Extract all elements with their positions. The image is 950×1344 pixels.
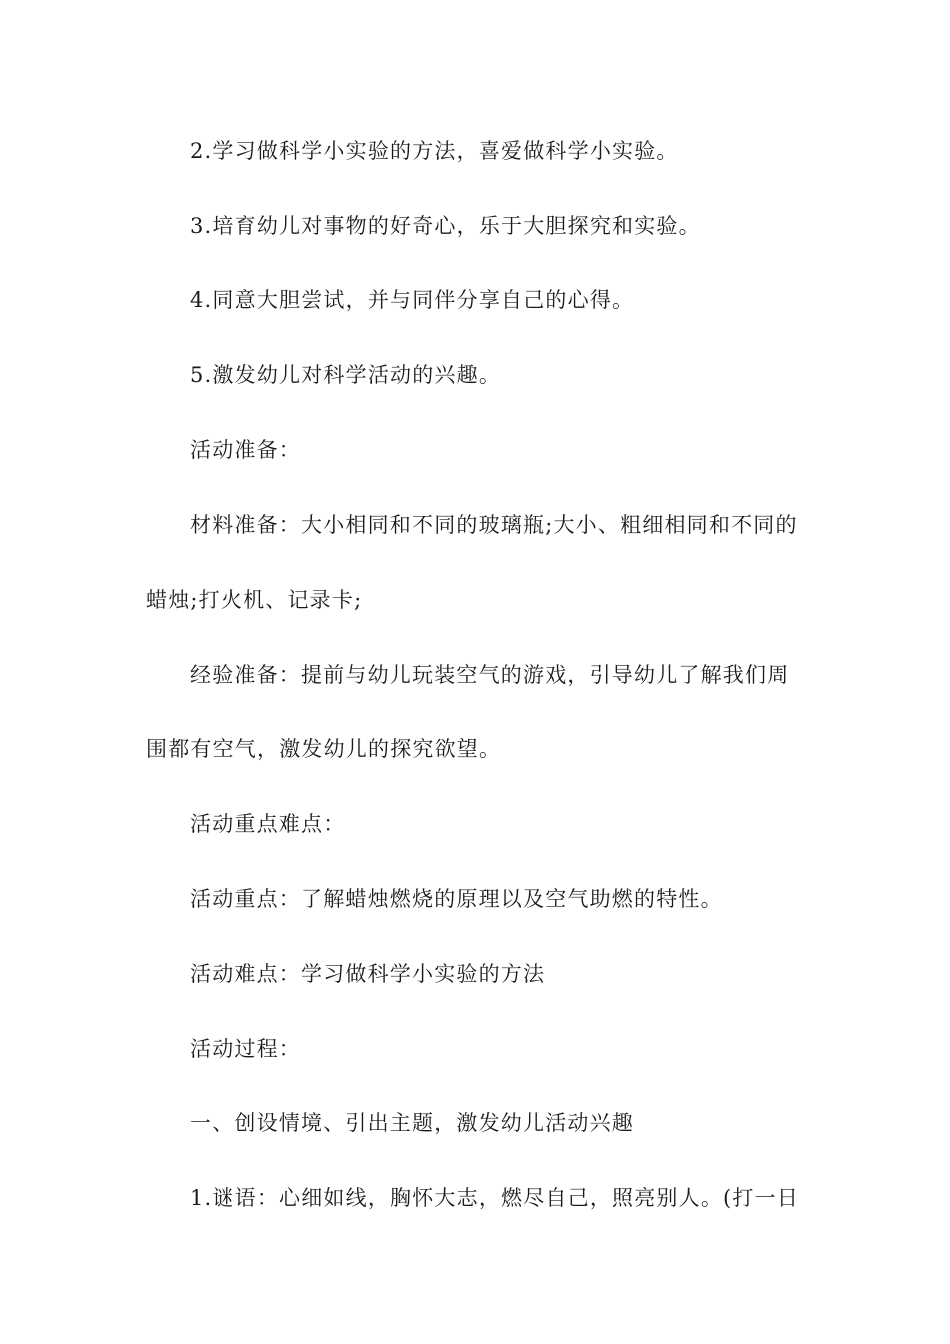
- goal-item-4: 4.同意大胆尝试，并与同伴分享自己的心得。: [190, 288, 635, 312]
- goal-item-3: 3.培育幼儿对事物的好奇心，乐于大胆探究和实验。: [190, 214, 701, 238]
- paragraph-difficulty: 活动难点：学习做科学小实验的方法: [190, 962, 546, 986]
- paragraph-material-preparation-cont: 蜡烛;打火机、记录卡;: [146, 588, 363, 612]
- paragraph-experience-preparation: 经验准备：提前与幼儿玩装空气的游戏，引导幼儿了解我们周: [190, 663, 790, 687]
- process-step-1-riddle: 1.谜语：心细如线，胸怀大志，燃尽自己，照亮别人。(打一日: [190, 1186, 800, 1210]
- process-step-1-heading: 一、创设情境、引出主题，激发幼儿活动兴趣: [190, 1111, 634, 1135]
- section-heading-key-points: 活动重点难点：: [190, 812, 346, 836]
- paragraph-material-preparation: 材料准备：大小相同和不同的玻璃瓶;大小、粗细相同和不同的: [190, 513, 798, 537]
- paragraph-experience-preparation-cont: 围都有空气，激发幼儿的探究欲望。: [146, 737, 502, 761]
- section-heading-process: 活动过程：: [190, 1037, 301, 1061]
- goal-item-5: 5.激发幼儿对科学活动的兴趣。: [190, 363, 502, 387]
- section-heading-preparation: 活动准备：: [190, 438, 301, 462]
- paragraph-key-point: 活动重点：了解蜡烛燃烧的原理以及空气助燃的特性。: [190, 887, 723, 911]
- goal-item-2: 2.学习做科学小实验的方法，喜爱做科学小实验。: [190, 139, 679, 163]
